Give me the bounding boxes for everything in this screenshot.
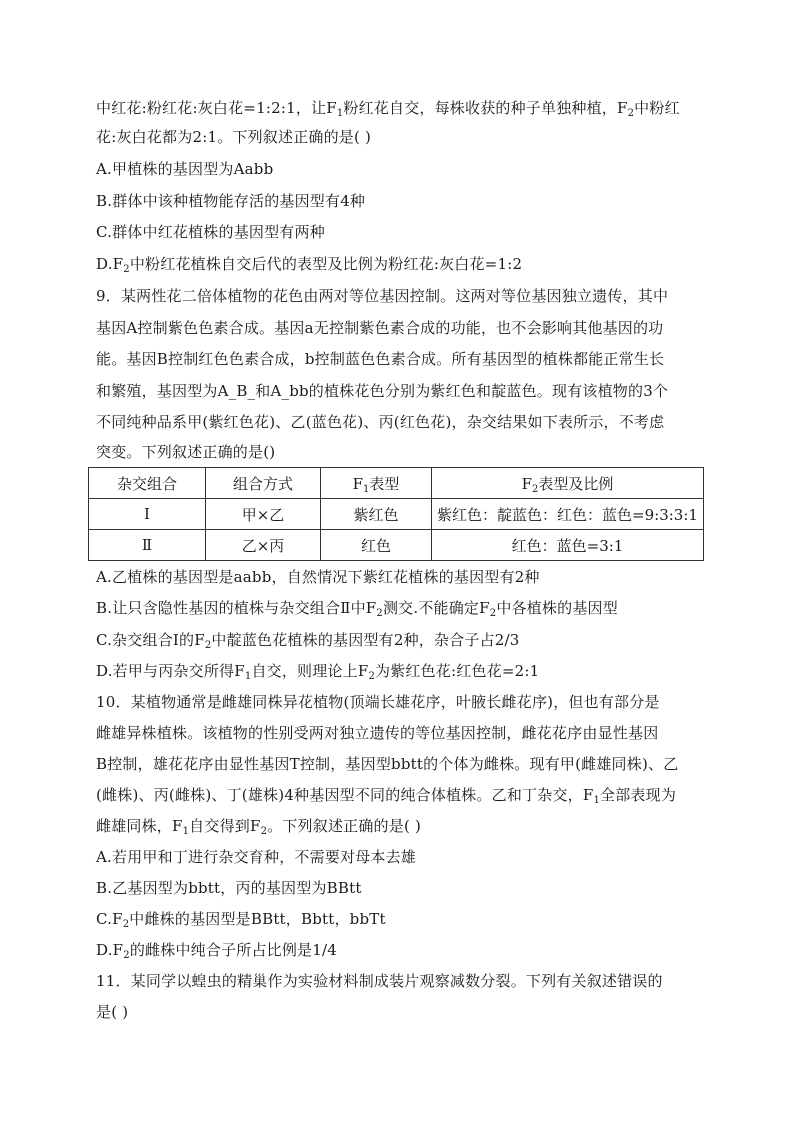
q8-stem-line-1: 中红花:粉红花:灰白花=1:2:1，让$F_1$粉红花自交，每株收获的种子单独种植，$F_2$中粉红 xyxy=(96,99,680,119)
q9-stem-line-1: 9．某两性花二倍体植物的花色由两对等位基因控制。这两对等位基因独立遗传，其中 xyxy=(96,287,669,305)
table-cell: 紫红色：靛蓝色：红色：蓝色=9:3:3:1 xyxy=(432,499,704,530)
table-cell: Ⅰ xyxy=(89,499,206,530)
table-cell: Ⅱ xyxy=(89,530,206,561)
q8-option-d: $D.F_2$中粉红花植株自交后代的表型及比例为粉红花:灰白花=1:2 xyxy=(96,255,523,275)
q10-stem-line-3: B控制，雄花花序由显性基因T控制，基因型bbtt的个体为雌株。现有甲(雌雄同株)、乙 xyxy=(96,755,679,773)
q11-stem-line-2: 是( ) xyxy=(96,1003,129,1021)
header-f2-phenotype-ratio: $F_2$表型及比例 xyxy=(432,468,704,499)
q10-option-b: B.乙基因型为bbtt，丙的基因型为BBtt xyxy=(96,879,362,897)
header-cross-method: 组合方式 xyxy=(206,468,321,499)
header-cross-combo: 杂交组合 xyxy=(89,468,206,499)
q9-stem-line-5: 不同纯种品系甲(紫红色花)、乙(蓝色花)、丙(红色花)，杂交结果如下表所示，不考虑 xyxy=(96,413,665,431)
q11-stem-line-1: 11．某同学以蝗虫的精巢作为实验材料制成装片观察减数分裂。下列有关叙述错误的 xyxy=(96,972,663,990)
table-row xyxy=(89,499,704,530)
header-f1-phenotype: $F_1$表型 xyxy=(321,468,432,499)
table-cell: 紫红色 xyxy=(321,499,432,530)
table-cell: 红色 xyxy=(321,530,432,561)
cross-results-table xyxy=(88,467,704,561)
q9-option-d: D.若甲与丙杂交所得$F_1$自交，则理论上$F_2$为紫红色花:红色花=2:1 xyxy=(96,662,540,682)
q10-option-d: $D.F_2$的雌株中纯合子所占比例是1/4 xyxy=(96,941,337,961)
q9-stem-line-6: 突变。下列叙述正确的是() xyxy=(96,443,276,461)
q9-option-a: A.乙植株的基因型是aabb，自然情况下紫红花植株的基因型有2种 xyxy=(96,568,540,586)
q9-option-b: B.让只含隐性基因的植株与杂交组合Ⅱ中$F_2$测交.不能确定$F_2$中各植株的基因型 xyxy=(96,599,618,619)
q9-stem-line-3: 能。基因B控制红色色素合成，b控制蓝色色素合成。所有基因型的植株都能正常生长 xyxy=(96,350,665,368)
table-cell: 甲×乙 xyxy=(206,499,321,530)
q10-stem-line-4: (雌株)、丙(雌株)、丁(雄株)4种基因型不同的纯合体植株。乙和丁杂交，$F_1$全部表现为 xyxy=(96,786,677,806)
q9-option-c: C.杂交组合Ⅰ的$F_2$中靛蓝色花植株的基因型有2种，杂合子占2/3 xyxy=(96,631,520,651)
q8-option-c: C.群体中红花植株的基因型有两种 xyxy=(96,223,325,241)
table-cell: 乙×丙 xyxy=(206,530,321,561)
q10-stem-line-1: 10．某植物通常是雌雄同株异花植物(顶端长雄花序，叶腋长雌花序)，但也有部分是 xyxy=(96,693,660,711)
q10-stem-line-5: 雌雄同株，$F_1$自交得到$F_2$。下列叙述正确的是( ) xyxy=(96,817,422,837)
table-row xyxy=(89,530,704,561)
q10-option-c: $C.F_2$中雌株的基因型是BBtt，Bbtt，bbTt xyxy=(96,910,386,930)
q8-stem-line-2: 花:灰白花都为2:1。下列叙述正确的是( ) xyxy=(96,128,372,146)
table-cell: 红色：蓝色=3:1 xyxy=(432,530,704,561)
q8-option-a: A.甲植株的基因型为Aabb xyxy=(96,160,274,178)
q9-stem-line-2: 基因A控制紫色色素合成。基因a无控制紫色素合成的功能，也不会影响其他基因的功 xyxy=(96,319,664,337)
q10-option-a: A.若用甲和丁进行杂交育种，不需要对母本去雄 xyxy=(96,848,417,866)
q10-stem-line-2: 雌雄异株植株。该植物的性别受两对独立遗传的等位基因控制，雌花花序由显性基因 xyxy=(96,724,659,742)
q8-option-b: B.群体中该种植物能存活的基因型有4种 xyxy=(96,192,366,210)
table-header-row xyxy=(89,468,704,499)
q9-stem-line-4: 和繁殖，基因型为A_B_和A_bb的植株花色分别为紫红色和靛蓝色。现有该植物的3个 xyxy=(96,382,669,400)
